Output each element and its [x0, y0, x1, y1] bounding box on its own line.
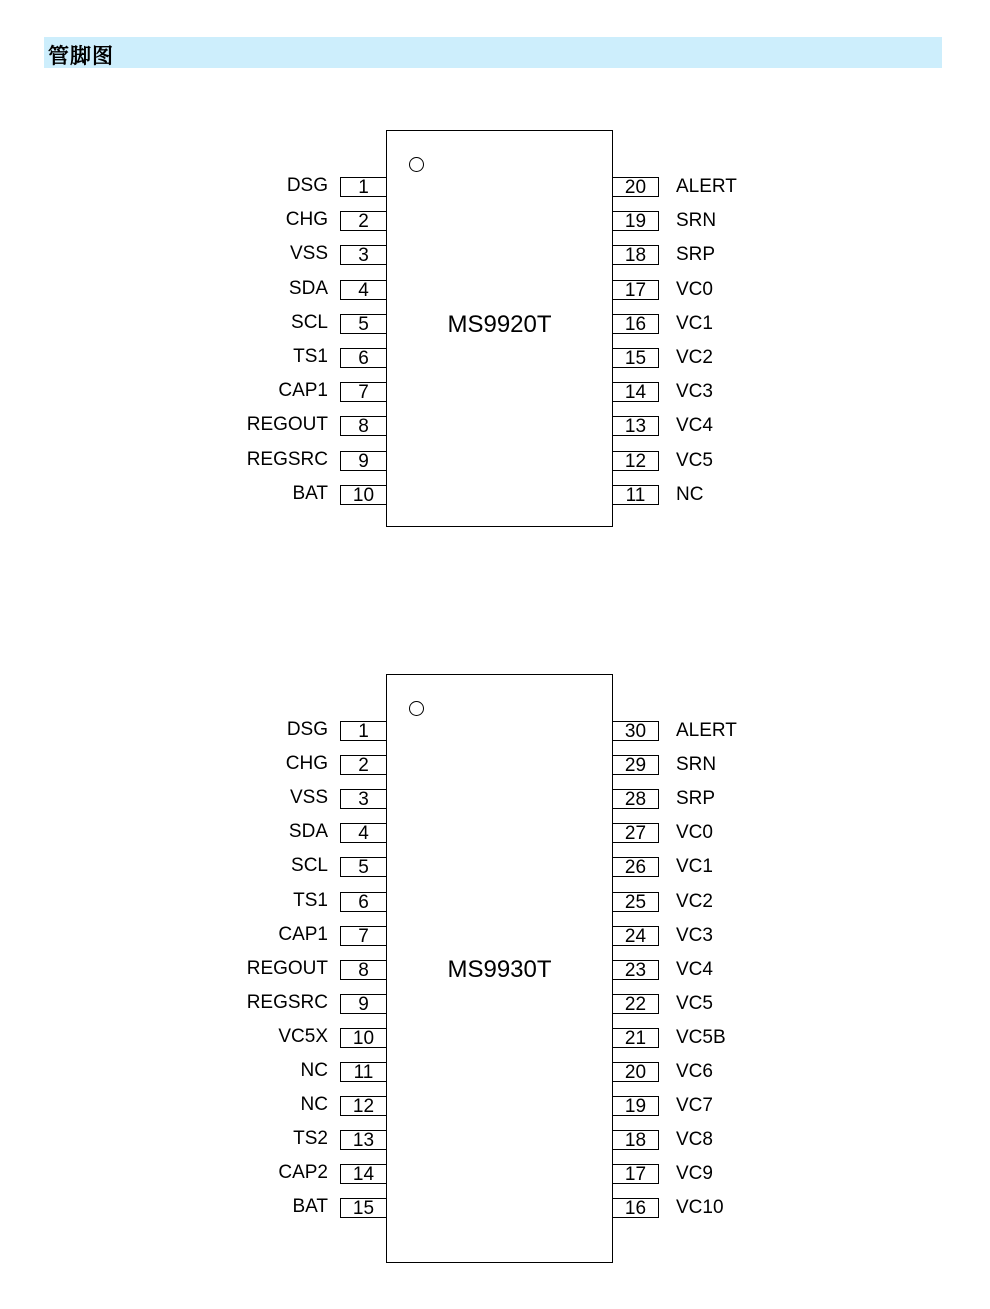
pin-number-right: 16	[613, 314, 659, 334]
pin-number-right: 28	[613, 789, 659, 809]
pin-name-right: VC5B	[676, 1026, 726, 1048]
pin-name-left: TS1	[293, 346, 328, 367]
pin-name-right: VC5	[676, 449, 713, 471]
pin-number-right: 16	[613, 1198, 659, 1218]
pin-name-left: VSS	[289, 787, 328, 809]
pin-name-right: NC	[676, 483, 704, 505]
pin-name-left: VSS	[289, 243, 328, 265]
pin-number-left: 10	[340, 1028, 386, 1048]
pin-name-right: SRP	[676, 788, 716, 810]
pin-name-right: VC4	[676, 958, 713, 980]
pin-name-left: NC	[300, 1060, 328, 1081]
pin-number-right: 18	[613, 1130, 659, 1150]
pin-name-right: SRP	[676, 244, 716, 266]
pin-name-left: CHG	[285, 209, 328, 231]
pin-name-left: SDA	[288, 277, 328, 299]
pin-number-left: 7	[340, 926, 386, 946]
pin-number-right: 21	[613, 1028, 659, 1048]
pin-name-right: SRN	[676, 210, 717, 232]
pin-number-left: 8	[340, 960, 386, 980]
pin-number-right: 12	[613, 451, 659, 471]
pin-name-right: VC5	[676, 992, 713, 1014]
pin-number-left: 4	[340, 823, 386, 843]
pin-number-right: 13	[613, 416, 659, 436]
pin-number-right: 29	[613, 755, 659, 775]
pin-name-left: TS1	[293, 889, 328, 911]
pin-number-right: 15	[613, 348, 659, 368]
pin-name-left: CAP2	[278, 1162, 328, 1184]
part-number: MS9920T	[447, 311, 552, 338]
pin-name-left: SDA	[288, 821, 328, 843]
pin-number-left: 3	[340, 789, 386, 809]
pin-name-right: ALERT	[676, 176, 737, 197]
ic-package-1	[386, 674, 613, 1263]
pin-name-right: VC1	[676, 856, 713, 878]
pin-number-right: 17	[613, 1164, 659, 1184]
pin-number-left: 5	[340, 314, 386, 334]
pin-number-left: 1	[340, 721, 386, 741]
pin-name-left: SCL	[291, 855, 328, 877]
pin-number-right: 14	[613, 382, 659, 402]
pin-name-left: REGSRC	[246, 991, 328, 1013]
pin-name-left: BAT	[292, 1196, 328, 1218]
pin-number-left: 11	[340, 1062, 386, 1082]
pin-number-left: 5	[340, 857, 386, 877]
pin-name-right: SRN	[676, 754, 717, 776]
pin-number-right: 27	[613, 823, 659, 843]
pin-name-left: DSG	[286, 175, 328, 196]
pin-number-left: 14	[340, 1164, 386, 1184]
pin1-marker-icon	[409, 157, 424, 172]
part-number: MS9930T	[447, 956, 552, 983]
pin-name-right: VC7	[676, 1095, 713, 1117]
pin1-marker-icon	[409, 701, 424, 716]
pin-number-right: 17	[613, 280, 659, 300]
pin-name-right: VC0	[676, 278, 713, 300]
pin-name-left: DSG	[286, 719, 328, 740]
pin-number-left: 6	[340, 348, 386, 368]
pin-number-right: 19	[613, 1096, 659, 1116]
pin-name-left: NC	[300, 1094, 328, 1116]
pin-name-right: VC6	[676, 1061, 713, 1082]
pin-name-left: SCL	[291, 311, 328, 333]
pin-name-right: VC0	[676, 822, 713, 844]
pin-name-right: VC8	[676, 1129, 713, 1151]
ic-package-0	[386, 130, 613, 527]
pin-number-right: 25	[613, 892, 659, 912]
pin-name-right: ALERT	[676, 720, 737, 741]
pin-name-left: CHG	[285, 753, 328, 775]
pin-name-right: VC1	[676, 312, 713, 334]
pin-number-left: 6	[340, 892, 386, 912]
pin-number-right: 30	[613, 721, 659, 741]
pin-name-left: TS2	[293, 1128, 328, 1150]
pin-name-right: VC10	[676, 1197, 724, 1219]
section-title: 管脚图	[48, 44, 114, 68]
pin-name-left: REGOUT	[246, 414, 328, 436]
pin-name-left: VC5X	[278, 1025, 328, 1047]
pin-number-left: 1	[340, 177, 386, 197]
pin-name-right: VC2	[676, 890, 713, 912]
pin-number-left: 7	[340, 382, 386, 402]
pin-number-left: 9	[340, 994, 386, 1014]
section-header	[44, 37, 942, 68]
pin-number-right: 20	[613, 1062, 659, 1082]
pin-number-right: 26	[613, 857, 659, 877]
pin-name-right: VC3	[676, 924, 713, 946]
pin-name-right: VC9	[676, 1163, 713, 1185]
pin-number-right: 24	[613, 926, 659, 946]
pin-number-left: 2	[340, 755, 386, 775]
pin-name-right: VC2	[676, 347, 713, 368]
pin-number-left: 2	[340, 211, 386, 231]
pin-number-right: 19	[613, 211, 659, 231]
pin-number-right: 23	[613, 960, 659, 980]
pin-name-left: CAP1	[278, 923, 328, 945]
pin-number-right: 11	[613, 485, 659, 505]
pin-number-left: 4	[340, 280, 386, 300]
pin-number-left: 9	[340, 451, 386, 471]
pin-number-right: 18	[613, 245, 659, 265]
pin-number-left: 15	[340, 1198, 386, 1218]
pin-number-right: 22	[613, 994, 659, 1014]
pin-number-left: 13	[340, 1130, 386, 1150]
pin-name-left: REGSRC	[246, 448, 328, 470]
pin-number-left: 8	[340, 416, 386, 436]
pin-name-left: CAP1	[278, 380, 328, 402]
pin-number-left: 3	[340, 245, 386, 265]
pin-name-right: VC3	[676, 381, 713, 403]
pin-name-left: REGOUT	[246, 957, 328, 979]
pin-name-right: VC4	[676, 415, 713, 437]
pin-number-left: 12	[340, 1096, 386, 1116]
pin-number-left: 10	[340, 485, 386, 505]
pin-number-right: 20	[613, 177, 659, 197]
pin-name-left: BAT	[292, 482, 328, 504]
